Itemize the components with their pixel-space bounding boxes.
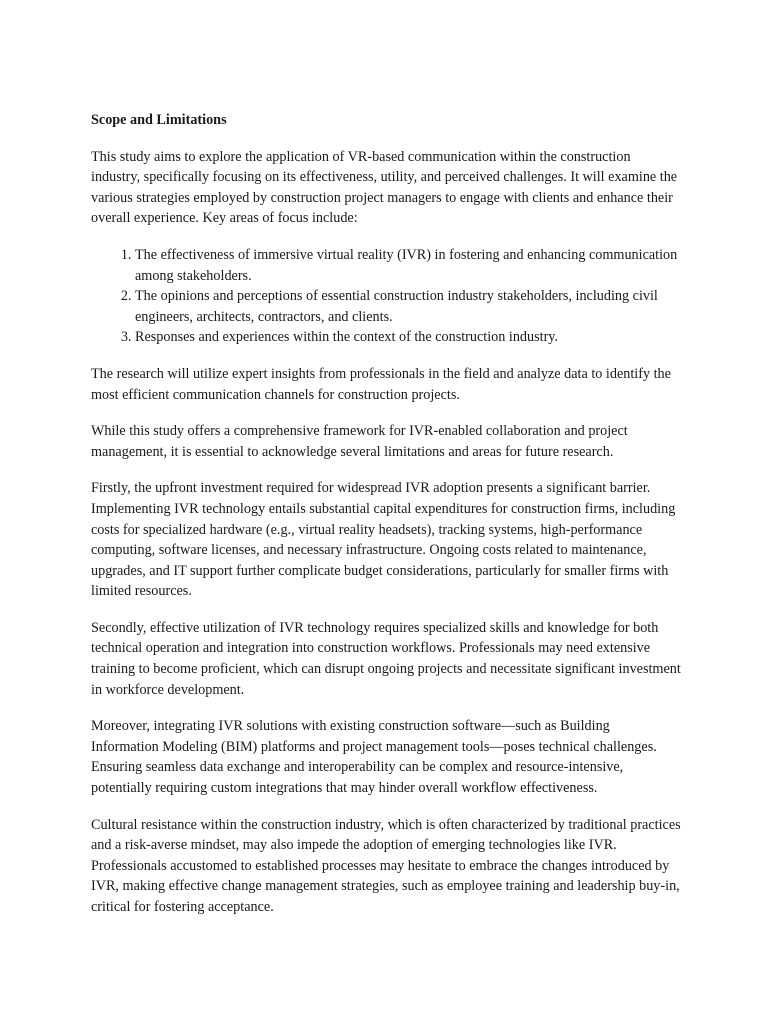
focus-list [91, 245, 681, 348]
research-paragraph: The research will utilize expert insights from professionals in the field and analyze data to identify the most efficient communication channels for construction projects. [91, 365, 671, 403]
limitations-intro-paragraph: While this study offers a comprehensive framework for IVR-enabled collaboration and project management, it is essential to acknowledge several limitations and areas for future research. [91, 423, 628, 460]
intro-paragraph: This study aims to explore the application of VR-based communication within the construction industry, specifically focusing on its effectiveness, utility, and perceived challenges. It will examine the various strategies employed by construction project managers to engage with clients and enhance their overall experience. Key areas of focus include: [91, 148, 678, 227]
section-heading: Scope and Limitations [91, 112, 227, 128]
focus-list-item: 3. Responses and experiences within the context of the construction industry. [135, 327, 681, 348]
document-body [91, 110, 681, 934]
focus-list-item: 1. The effectiveness of immersive virtual reality (IVR) in fostering and enhancing communication among stakeholders. [135, 245, 681, 286]
integration-paragraph: Moreover, integrating IVR solutions with existing construction software—such as Building Information Modeling (BIM) platforms and project management tools—poses technical challenges. Ensuring seamless data exchange and interoperability can be complex and resource-intensive, potentially requiring custom integrations that may hinder overall workflow effectiveness. [91, 718, 657, 797]
skills-paragraph: Secondly, effective utilization of IVR technology requires specialized skills and knowledge for both technical operation and integration into construction workflows. Professionals may need extensive training to become proficient, which can disrupt ongoing projects and necessitate significant investment in workforce development. [91, 619, 681, 698]
investment-paragraph: Firstly, the upfront investment required for widespread IVR adoption presents a significant barrier. Implementing IVR technology entails substantial capital expenditures for construction firms, including costs for specialized hardware (e.g., virtual reality headsets), tracking systems, high-performance computing, software licenses, and necessary infrastructure. Ongoing costs related to maintenance, upgrades, and IT support further complicate budget considerations, particularly for smaller firms with limited resources. [91, 480, 676, 600]
focus-list-item: 2. The opinions and perceptions of essential construction industry stakeholders, including civil engineers, architects, contractors, and clients. [135, 286, 681, 327]
cultural-paragraph: Cultural resistance within the construction industry, which is often characterized by traditional practices and a risk-averse mindset, may also impede the adoption of emerging technologies like IVR. Professionals accustomed to established processes may hesitate to embrace the changes introduced by IVR, making effective change management strategies, such as employee training and leadership buy-in, critical for fostering acceptance. [91, 816, 681, 915]
